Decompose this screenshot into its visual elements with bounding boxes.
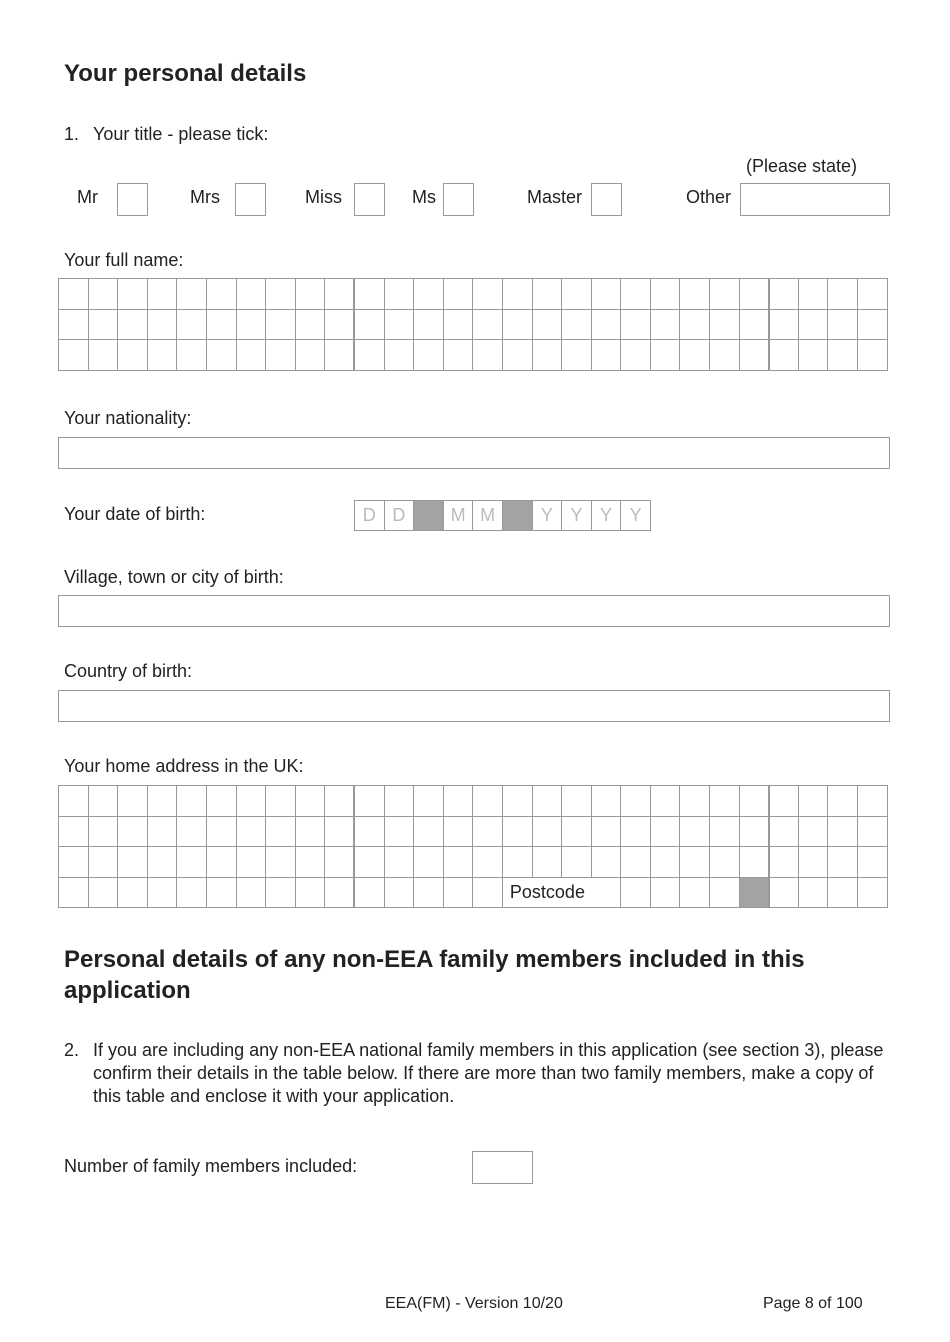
- address-char-cell[interactable]: [354, 816, 384, 847]
- address-char-cell[interactable]: [59, 877, 89, 908]
- address-char-cell[interactable]: [354, 847, 384, 878]
- name-char-cell[interactable]: [650, 340, 680, 371]
- address-char-cell[interactable]: [384, 786, 414, 817]
- title-checkbox-mr[interactable]: [117, 183, 148, 216]
- name-char-cell[interactable]: [710, 279, 740, 310]
- address-char-cell[interactable]: [177, 877, 207, 908]
- name-char-cell[interactable]: [562, 309, 592, 340]
- address-char-cell[interactable]: [532, 816, 562, 847]
- name-char-cell[interactable]: [828, 340, 858, 371]
- title-label-miss: Miss: [305, 187, 342, 207]
- address-char-cell[interactable]: [858, 816, 888, 847]
- dob-month-cell[interactable]: M: [473, 501, 503, 531]
- name-char-cell[interactable]: [236, 340, 266, 371]
- name-char-cell[interactable]: [532, 279, 562, 310]
- name-char-cell[interactable]: [739, 309, 769, 340]
- name-char-cell[interactable]: [562, 279, 592, 310]
- address-char-cell[interactable]: [798, 786, 828, 817]
- dob-day-cell[interactable]: D: [355, 501, 385, 531]
- dob-year-cell[interactable]: Y: [562, 501, 592, 531]
- name-char-cell[interactable]: [177, 309, 207, 340]
- address-char-cell[interactable]: [739, 816, 769, 847]
- name-char-cell[interactable]: [680, 309, 710, 340]
- name-char-cell[interactable]: [680, 279, 710, 310]
- name-char-cell[interactable]: [739, 279, 769, 310]
- question-text-family-members: If you are including any non-EEA national family members in this application (see section 3), please confirm their details in the table below. If there are more than two family members, make a copy of this table and enclose it with your application.: [93, 1040, 884, 1106]
- name-char-cell[interactable]: [206, 279, 236, 310]
- name-char-cell[interactable]: [88, 309, 118, 340]
- address-char-cell[interactable]: [443, 877, 473, 908]
- address-char-cell[interactable]: [414, 877, 444, 908]
- address-char-cell[interactable]: [680, 847, 710, 878]
- name-char-cell[interactable]: [473, 309, 503, 340]
- address-char-cell[interactable]: [769, 847, 799, 878]
- address-char-cell[interactable]: [147, 877, 177, 908]
- name-char-cell[interactable]: [354, 309, 384, 340]
- name-char-cell[interactable]: [473, 279, 503, 310]
- name-char-cell[interactable]: [502, 279, 532, 310]
- address-char-cell[interactable]: [562, 847, 592, 878]
- nationality-input[interactable]: [58, 437, 890, 469]
- address-char-cell[interactable]: [532, 847, 562, 878]
- address-char-cell[interactable]: [236, 786, 266, 817]
- address-char-cell[interactable]: [266, 786, 296, 817]
- title-label-mrs: Mrs: [190, 187, 220, 207]
- name-char-cell[interactable]: [769, 309, 799, 340]
- name-char-cell[interactable]: [118, 340, 148, 371]
- dob-month-cell[interactable]: M: [443, 501, 473, 531]
- title-checkbox-miss[interactable]: [354, 183, 385, 216]
- address-char-cell[interactable]: [384, 816, 414, 847]
- address-char-cell[interactable]: [325, 816, 355, 847]
- address-char-cell[interactable]: [384, 877, 414, 908]
- title-other-input[interactable]: [740, 183, 890, 216]
- name-char-cell[interactable]: [828, 279, 858, 310]
- address-char-cell[interactable]: [621, 816, 651, 847]
- question-number-1: 1.: [64, 124, 80, 144]
- address-char-cell[interactable]: [236, 877, 266, 908]
- address-char-cell[interactable]: [680, 786, 710, 817]
- address-char-cell[interactable]: [710, 847, 740, 878]
- name-char-cell[interactable]: [118, 279, 148, 310]
- name-char-cell[interactable]: [769, 340, 799, 371]
- address-char-cell[interactable]: [177, 786, 207, 817]
- name-char-cell[interactable]: [858, 309, 888, 340]
- name-char-cell[interactable]: [384, 279, 414, 310]
- address-char-cell[interactable]: [769, 816, 799, 847]
- name-char-cell[interactable]: [591, 309, 621, 340]
- name-char-cell[interactable]: [798, 309, 828, 340]
- address-char-cell[interactable]: [325, 786, 355, 817]
- address-char-cell[interactable]: [473, 816, 503, 847]
- name-char-cell[interactable]: [591, 340, 621, 371]
- name-char-cell[interactable]: [710, 309, 740, 340]
- name-char-cell[interactable]: [384, 309, 414, 340]
- name-char-cell[interactable]: [650, 279, 680, 310]
- address-char-cell[interactable]: [650, 816, 680, 847]
- name-char-cell[interactable]: [443, 279, 473, 310]
- dob-separator: [414, 501, 444, 531]
- address-char-cell[interactable]: [325, 877, 355, 908]
- name-char-cell[interactable]: [502, 309, 532, 340]
- country-of-birth-label: Country of birth:: [64, 661, 193, 681]
- name-char-cell[interactable]: [710, 340, 740, 371]
- name-char-cell[interactable]: [443, 340, 473, 371]
- address-char-cell[interactable]: [769, 786, 799, 817]
- address-char-cell[interactable]: [710, 877, 740, 908]
- section-heading-personal-details: Your personal details: [64, 60, 307, 87]
- address-char-cell[interactable]: [443, 816, 473, 847]
- name-char-cell[interactable]: [532, 309, 562, 340]
- birth-place-label: Village, town or city of birth:: [64, 567, 284, 587]
- address-char-cell[interactable]: [354, 786, 384, 817]
- name-char-cell[interactable]: [266, 279, 296, 310]
- name-char-cell[interactable]: [769, 279, 799, 310]
- name-char-cell[interactable]: [354, 340, 384, 371]
- address-char-cell[interactable]: [118, 786, 148, 817]
- address-char-cell[interactable]: [710, 786, 740, 817]
- name-char-cell[interactable]: [325, 309, 355, 340]
- name-char-cell[interactable]: [118, 309, 148, 340]
- address-char-cell[interactable]: [532, 786, 562, 817]
- address-char-cell[interactable]: [591, 786, 621, 817]
- footer-form-version: EEA(FM) - Version 10/20: [385, 1295, 563, 1312]
- address-char-cell[interactable]: [414, 847, 444, 878]
- address-char-cell[interactable]: [858, 847, 888, 878]
- name-char-cell[interactable]: [266, 309, 296, 340]
- address-char-cell[interactable]: [562, 816, 592, 847]
- address-char-cell[interactable]: [473, 786, 503, 817]
- dob-day-cell[interactable]: D: [384, 501, 414, 531]
- home-address-label: Your home address in the UK:: [64, 756, 304, 776]
- name-char-cell[interactable]: [88, 340, 118, 371]
- address-char-cell[interactable]: [828, 786, 858, 817]
- address-char-cell[interactable]: [206, 816, 236, 847]
- name-char-cell[interactable]: [236, 279, 266, 310]
- name-char-cell[interactable]: [591, 279, 621, 310]
- name-char-cell[interactable]: [858, 340, 888, 371]
- name-char-cell[interactable]: [354, 279, 384, 310]
- address-char-cell[interactable]: [562, 786, 592, 817]
- address-char-cell[interactable]: [266, 877, 296, 908]
- full-name-label: Your full name:: [64, 250, 184, 270]
- name-char-cell[interactable]: [502, 340, 532, 371]
- dob-year-cell[interactable]: Y: [591, 501, 621, 531]
- name-char-cell[interactable]: [147, 340, 177, 371]
- title-label-other: Other: [686, 187, 732, 207]
- address-char-cell[interactable]: [206, 847, 236, 878]
- address-char-cell[interactable]: [88, 877, 118, 908]
- home-address-grid[interactable]: [58, 785, 888, 908]
- name-char-cell[interactable]: [798, 340, 828, 371]
- address-char-cell[interactable]: [650, 786, 680, 817]
- address-char-cell[interactable]: [650, 847, 680, 878]
- address-char-cell[interactable]: [295, 816, 325, 847]
- address-char-cell[interactable]: [59, 847, 89, 878]
- name-char-cell[interactable]: [147, 279, 177, 310]
- name-char-cell[interactable]: [473, 340, 503, 371]
- address-char-cell[interactable]: [621, 786, 651, 817]
- address-char-cell[interactable]: [325, 847, 355, 878]
- address-char-cell[interactable]: [147, 786, 177, 817]
- address-char-cell[interactable]: [236, 847, 266, 878]
- name-char-cell[interactable]: [325, 340, 355, 371]
- name-char-cell[interactable]: [295, 279, 325, 310]
- address-char-cell[interactable]: [798, 847, 828, 878]
- birth-place-input[interactable]: [58, 595, 890, 627]
- address-char-cell[interactable]: [384, 847, 414, 878]
- address-char-cell[interactable]: [443, 847, 473, 878]
- address-char-cell[interactable]: [147, 816, 177, 847]
- name-char-cell[interactable]: [206, 309, 236, 340]
- please-state-label: (Please state): [746, 156, 858, 176]
- title-label-mr: Mr: [77, 187, 98, 207]
- name-char-cell[interactable]: [414, 309, 444, 340]
- name-char-cell[interactable]: [621, 279, 651, 310]
- address-char-cell[interactable]: [147, 847, 177, 878]
- address-char-cell[interactable]: [591, 816, 621, 847]
- name-char-cell[interactable]: [621, 309, 651, 340]
- dob-input-grid[interactable]: [354, 500, 651, 531]
- address-char-cell[interactable]: [798, 877, 828, 908]
- country-of-birth-input[interactable]: [58, 690, 890, 722]
- address-char-cell[interactable]: [650, 877, 680, 908]
- address-char-cell[interactable]: [414, 816, 444, 847]
- address-char-cell[interactable]: [59, 816, 89, 847]
- address-char-cell[interactable]: [680, 877, 710, 908]
- address-char-cell[interactable]: [88, 816, 118, 847]
- address-char-cell[interactable]: [473, 877, 503, 908]
- address-char-cell[interactable]: [177, 847, 207, 878]
- address-char-cell[interactable]: [59, 786, 89, 817]
- name-char-cell[interactable]: [739, 340, 769, 371]
- family-count-input[interactable]: [472, 1151, 533, 1184]
- name-char-cell[interactable]: [414, 279, 444, 310]
- address-char-cell[interactable]: [739, 847, 769, 878]
- address-char-cell[interactable]: [236, 816, 266, 847]
- name-char-cell[interactable]: [177, 340, 207, 371]
- address-char-cell[interactable]: [295, 786, 325, 817]
- nationality-label: Your nationality:: [64, 408, 192, 428]
- full-name-grid[interactable]: [58, 278, 888, 371]
- address-char-cell[interactable]: [621, 847, 651, 878]
- name-char-cell[interactable]: [236, 309, 266, 340]
- name-char-cell[interactable]: [266, 340, 296, 371]
- address-char-cell[interactable]: [118, 847, 148, 878]
- dob-year-cell[interactable]: Y: [532, 501, 562, 531]
- name-char-cell[interactable]: [295, 340, 325, 371]
- address-char-cell[interactable]: [858, 877, 888, 908]
- name-char-cell[interactable]: [798, 279, 828, 310]
- section-heading-family-members: Personal details of any non-EEA family members included in this application: [64, 946, 805, 1004]
- title-label-master: Master: [527, 187, 583, 207]
- name-char-cell[interactable]: [828, 309, 858, 340]
- address-char-cell[interactable]: [354, 877, 384, 908]
- dob-separator: [502, 501, 532, 531]
- name-char-cell[interactable]: [59, 279, 89, 310]
- address-char-cell[interactable]: [88, 786, 118, 817]
- family-count-label: Number of family members included:: [64, 1156, 358, 1176]
- address-char-cell[interactable]: [266, 816, 296, 847]
- address-char-cell[interactable]: [473, 847, 503, 878]
- address-char-cell[interactable]: [591, 847, 621, 878]
- address-char-cell[interactable]: [710, 816, 740, 847]
- postcode-label: Postcode: [502, 877, 620, 908]
- address-char-cell[interactable]: [858, 786, 888, 817]
- name-char-cell[interactable]: [325, 279, 355, 310]
- name-char-cell[interactable]: [443, 309, 473, 340]
- address-char-cell[interactable]: [177, 816, 207, 847]
- address-char-cell[interactable]: [680, 816, 710, 847]
- address-char-cell[interactable]: [295, 847, 325, 878]
- question-number-2: 2.: [64, 1040, 80, 1060]
- name-char-cell[interactable]: [621, 340, 651, 371]
- title-checkbox-ms[interactable]: [443, 183, 474, 216]
- address-char-cell[interactable]: [828, 877, 858, 908]
- name-char-cell[interactable]: [295, 309, 325, 340]
- address-char-cell[interactable]: [739, 786, 769, 817]
- address-char-cell[interactable]: [621, 877, 651, 908]
- address-char-cell[interactable]: [502, 847, 532, 878]
- name-char-cell[interactable]: [59, 309, 89, 340]
- address-char-cell[interactable]: [502, 816, 532, 847]
- name-char-cell[interactable]: [650, 309, 680, 340]
- address-char-cell[interactable]: [206, 877, 236, 908]
- address-char-cell[interactable]: [295, 877, 325, 908]
- name-char-cell[interactable]: [177, 279, 207, 310]
- name-char-cell[interactable]: [414, 340, 444, 371]
- name-char-cell[interactable]: [147, 309, 177, 340]
- name-char-cell[interactable]: [206, 340, 236, 371]
- name-char-cell[interactable]: [384, 340, 414, 371]
- address-char-cell[interactable]: [414, 786, 444, 817]
- address-char-cell[interactable]: [88, 847, 118, 878]
- address-char-cell[interactable]: [798, 816, 828, 847]
- question-text-title: Your title - please tick:: [93, 124, 269, 144]
- address-char-cell[interactable]: [828, 847, 858, 878]
- address-char-cell[interactable]: [443, 786, 473, 817]
- address-char-cell[interactable]: [502, 786, 532, 817]
- postcode-separator: [739, 877, 769, 908]
- title-checkbox-mrs[interactable]: [235, 183, 266, 216]
- address-char-cell[interactable]: [118, 816, 148, 847]
- name-char-cell[interactable]: [532, 340, 562, 371]
- address-char-cell[interactable]: [206, 786, 236, 817]
- name-char-cell[interactable]: [562, 340, 592, 371]
- dob-year-cell[interactable]: Y: [621, 501, 651, 531]
- footer-page-number: Page 8 of 100: [763, 1295, 863, 1312]
- address-char-cell[interactable]: [769, 877, 799, 908]
- name-char-cell[interactable]: [59, 340, 89, 371]
- name-char-cell[interactable]: [680, 340, 710, 371]
- address-char-cell[interactable]: [118, 877, 148, 908]
- title-checkbox-master[interactable]: [591, 183, 622, 216]
- name-char-cell[interactable]: [88, 279, 118, 310]
- address-char-cell[interactable]: [828, 816, 858, 847]
- address-char-cell[interactable]: [266, 847, 296, 878]
- dob-label: Your date of birth:: [64, 504, 206, 524]
- title-label-ms: Ms: [412, 187, 436, 207]
- name-char-cell[interactable]: [858, 279, 888, 310]
